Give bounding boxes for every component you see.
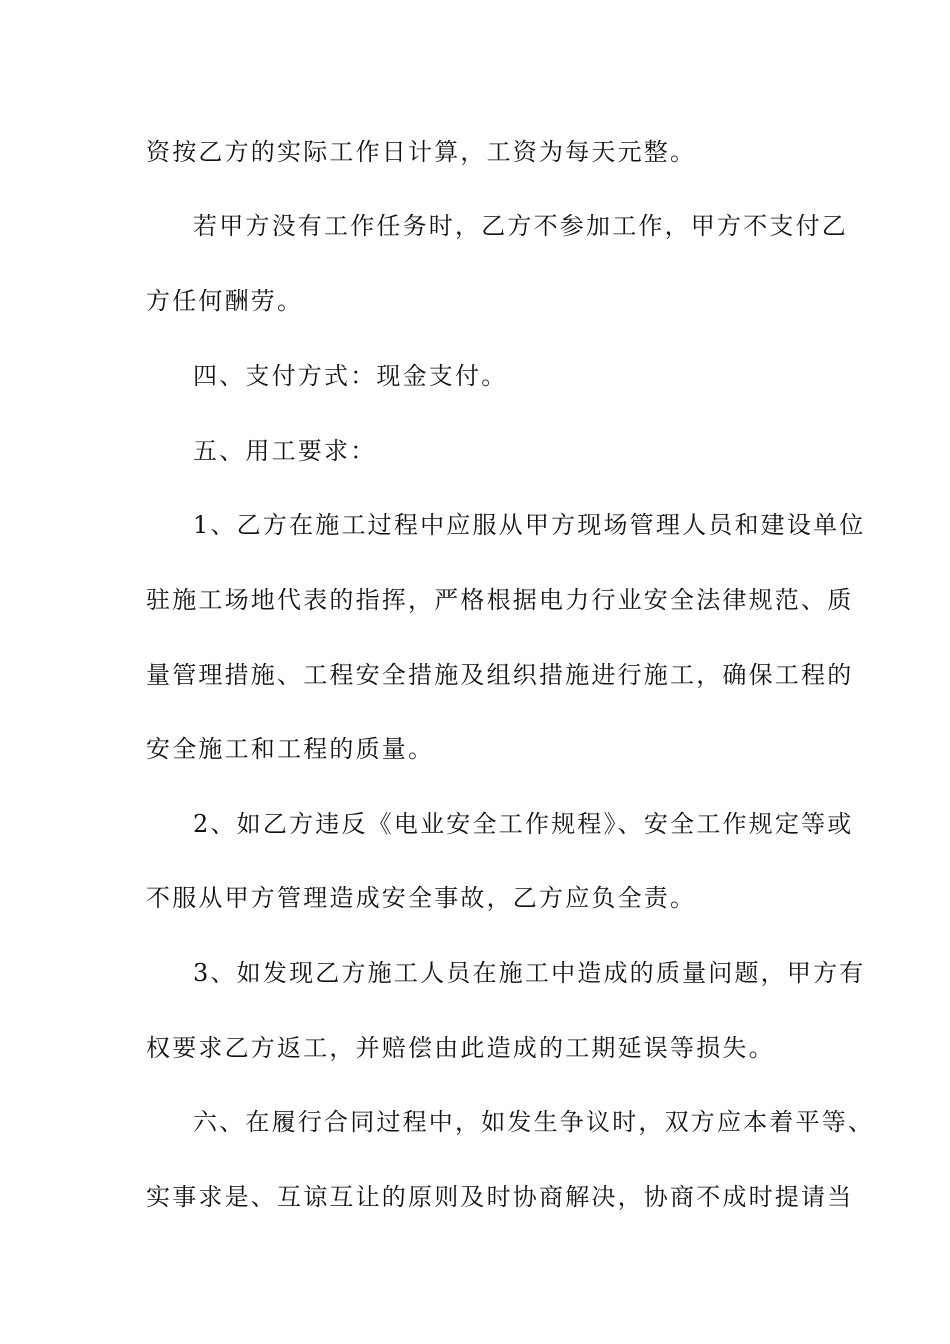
text-line: 五、用工要求： bbox=[193, 437, 377, 465]
text-line: 方任何酬劳。 bbox=[146, 287, 304, 315]
text-line: 不服从甲方管理造成安全事故，乙方应负全责。 bbox=[146, 884, 697, 912]
text-line: 六、在履行合同过程中，如发生争议时，双方应本着平等、 bbox=[193, 1108, 875, 1136]
text-line: 安全施工和工程的质量。 bbox=[146, 735, 435, 763]
text-line: 1、乙方在施工过程中应服从甲方现场管理人员和建设单位 bbox=[193, 511, 866, 539]
text-line: 实事求是、互谅互让的原则及时协商解决，协商不成时提请当 bbox=[146, 1183, 854, 1211]
text-line: 若甲方没有工作任务时，乙方不参加工作，甲方不支付乙 bbox=[193, 212, 848, 240]
text-line: 资按乙方的实际工作日计算，工资为每天元整。 bbox=[146, 138, 697, 166]
text-line: 四、支付方式：现金支付。 bbox=[193, 362, 508, 390]
text-line: 权要求乙方返工，并赔偿由此造成的工期延误等损失。 bbox=[146, 1034, 775, 1062]
text-line: 3、如发现乙方施工人员在施工中造成的质量问题，甲方有 bbox=[193, 959, 866, 987]
text-line: 驻施工场地代表的指挥，严格根据电力行业安全法律规范、质 bbox=[146, 586, 854, 614]
text-line: 量管理措施、工程安全措施及组织措施进行施工，确保工程的 bbox=[146, 661, 854, 689]
text-line: 2、如乙方违反《电业安全工作规程》、安全工作规定等或 bbox=[193, 810, 854, 838]
